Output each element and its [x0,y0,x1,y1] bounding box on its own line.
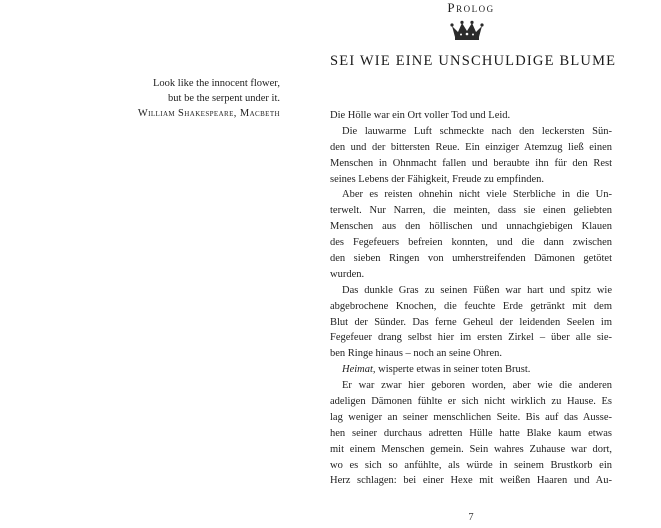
text-line-content: seines Lebens der Fähigkeit, Freude zu empfinden. [330,173,545,185]
text-line-content: Das dunkle Gras zu seinen Füßen war hart und spitz wie [342,284,612,296]
text-line [330,346,612,362]
text-line-content: ben Ringe hinaus – noch an seine Ohren. [330,348,503,360]
text-line [330,187,612,203]
page-number: 7 [468,512,474,523]
text-line [330,410,612,426]
text-line [330,203,612,219]
text-line-content: adeligen Dämonen fühlte er sich nicht wirklich zu Hause. Es [330,396,612,408]
text-line-content: Blut der Sünder. Das ferne Geheul der leidenden Seelen im [330,316,612,328]
text-line [330,251,612,267]
italic-word: Heimat, [342,364,376,376]
body-text [330,108,612,489]
text-line-content: wurden. [330,268,365,280]
running-head: Prolog [447,0,495,15]
epigraph [30,76,280,121]
text-line [330,378,612,394]
text-line-content: wisperte etwas in seiner toten Brust. [375,364,531,376]
text-line-content: mit einem Menschen gemein. Sein wahres Zuhause war dort, [330,443,612,455]
text-line [330,140,612,156]
text-line-content: des Fegefeuers befreien konnten, und die dann zwischen [330,237,612,249]
text-line [330,124,612,140]
text-line [330,330,612,346]
text-line-content: Aber es reisten ohnehin nicht viele Sterbliche in die Un- [342,189,612,201]
text-line-content: wo es sich so anfühlte, als würde in seinem Brustkorb ein [330,459,612,471]
text-line-content: Die Hölle war ein Ort voller Tod und Leid. [330,110,511,121]
text-line-content: lag weniger an seiner menschlichen Seite. Bis auf das Ausse- [330,411,612,423]
text-line [330,156,612,172]
epigraph-attribution: William Shakespeare, Macbeth [137,108,280,119]
text-line [330,394,612,410]
text-line-content: Herz schlagen: bei einer Hexe mit weißen Haaren und Au- [330,475,612,487]
text-line-content: Er war zwar hier geboren worden, aber wie die anderen [342,380,612,392]
text-line-content: den sieben Ringen von umherstreifenden Dämonen getötet [330,253,612,265]
text-line-content: Menschen aus den höllischen und unnachgiebigen Klauen [330,221,612,233]
text-line [330,315,612,331]
epigraph-line: but be the serpent under it. [168,93,280,104]
text-line [330,267,612,283]
text-line [330,473,612,489]
text-line [330,362,612,378]
text-line [330,426,612,442]
text-line [330,458,612,474]
crown-icon [450,20,484,42]
text-line-content: den und der bittersten Reue. Ein einziger Atemzug ließ einen [330,141,612,153]
text-line-content: Die lauwarme Luft schmeckte nach den leckersten Sün- [342,125,612,137]
text-line [330,219,612,235]
text-line [330,299,612,315]
text-line-content: terwelt. Nur Narren, die meinten, dass sie einen geliebten [330,205,612,217]
text-line [330,108,612,124]
text-line-content: Menschen in Ohnmacht fallen und beraubte ihn für den Rest [330,157,612,169]
epigraph-line: Look like the innocent flower, [153,78,280,89]
text-line-content: Fegefeuer drang selbst hier im ersten Zirkel – über alle sie- [330,332,612,344]
chapter-title: SEI WIE EINE UNSCHULDIGE BLUME [330,53,617,69]
text-line [330,283,612,299]
text-line [330,172,612,188]
text-line [330,235,612,251]
text-line-content: abgebrochene Knochen, die feuchte Erde getränkt mit dem [330,300,612,312]
text-line-content: hen seiner durchaus adretten Hülle hatte Blake kaum etwas [330,427,612,439]
text-line [330,442,612,458]
